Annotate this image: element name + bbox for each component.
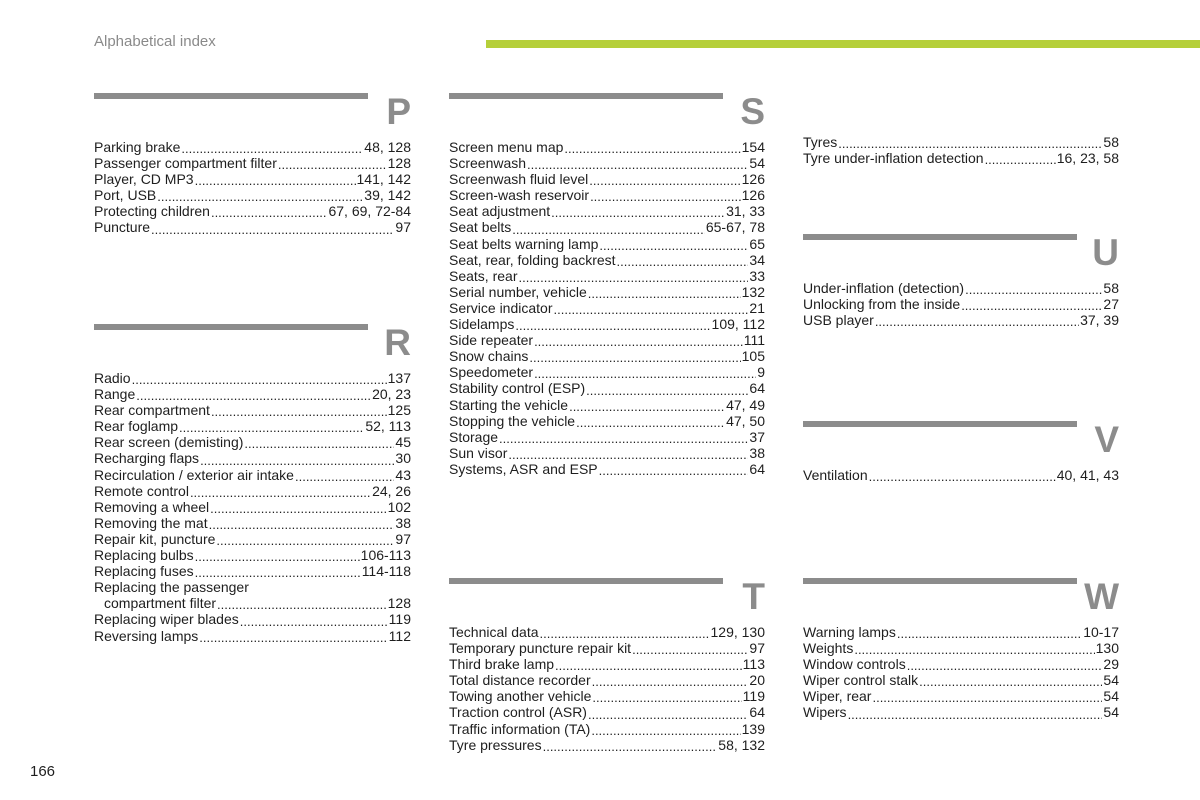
index-entry [94, 450, 411, 466]
entry-term: Parking brake [94, 139, 181, 155]
entry-term: Traction control (ASR) [449, 704, 587, 721]
index-entry [449, 348, 765, 364]
dot-leader [157, 190, 363, 203]
page-number: 166 [30, 763, 56, 780]
dot-leader [589, 174, 740, 187]
entry-page-refs: 132 [741, 283, 765, 300]
entry-term: Temporary puncture repair kit [449, 640, 632, 657]
index-entry [449, 284, 765, 300]
index-entry [449, 688, 765, 704]
index-entry [803, 467, 1119, 483]
index-entry [449, 429, 765, 445]
entry-page-refs: 52, 113 [365, 418, 411, 435]
entry-page-refs: 67, 69, 72-84 [328, 203, 411, 220]
entry-term: Serial number, vehicle [449, 283, 587, 300]
entry-term: Wiper, rear [803, 688, 872, 705]
dot-leader [591, 724, 740, 737]
entry-term: Range [94, 386, 136, 403]
index-entry [803, 656, 1119, 672]
entry-term: Rear compartment [94, 402, 210, 419]
dot-leader [875, 315, 1079, 328]
entry-list [449, 624, 765, 753]
entry-term: Replacing fuses [94, 563, 194, 580]
entry-page-refs: 128 [387, 595, 411, 612]
dot-leader [136, 389, 371, 402]
entry-page-refs: 114-118 [361, 563, 411, 580]
entry-page-refs: 20, 23 [372, 386, 411, 403]
index-entry [449, 640, 765, 656]
index-entry [449, 187, 765, 203]
entry-term: Tyre under-inflation detection [803, 150, 984, 167]
entry-term: Stability control (ESP) [449, 380, 586, 397]
index-entry [94, 402, 411, 418]
entry-term: Player, CD MP3 [94, 171, 194, 188]
entry-term: Recharging flaps [94, 450, 200, 467]
dot-leader [872, 691, 1102, 704]
index-entry [94, 531, 411, 547]
entry-page-refs: 37, 39 [1080, 312, 1119, 329]
index-entry [449, 155, 765, 171]
index-entry [803, 624, 1119, 640]
entry-list [803, 467, 1119, 483]
entry-page-refs: 30 [395, 450, 411, 467]
index-entry [803, 704, 1119, 720]
entry-term: Wiper control stalk [803, 672, 919, 689]
dot-leader [599, 464, 749, 477]
dot-leader [195, 550, 360, 563]
entry-page-refs: 119 [742, 688, 765, 705]
dot-leader [210, 502, 386, 515]
entry-term: Sun visor [449, 444, 508, 461]
dot-leader [919, 675, 1102, 688]
dot-leader [576, 416, 725, 429]
entry-page-refs: 97 [395, 219, 411, 236]
dot-leader [179, 421, 364, 434]
index-entry [449, 380, 765, 396]
entry-term: Removing a wheel [94, 498, 210, 515]
entry-page-refs: 111 [743, 332, 765, 349]
entry-page-refs: 128 [387, 155, 411, 172]
dot-leader [592, 675, 749, 688]
index-entry [449, 397, 765, 413]
entry-list [803, 134, 1119, 166]
entry-page-refs: 40, 41, 43 [1056, 467, 1119, 483]
entry-page-refs: 97 [749, 640, 765, 657]
dot-leader [151, 223, 394, 236]
entry-term: Remote control [94, 482, 189, 499]
entry-term: Window controls [803, 656, 906, 673]
entry-page-refs: 16, 23, 58 [1056, 150, 1119, 167]
entry-term: Replacing wiper blades [94, 611, 239, 628]
section-letter: R [384, 322, 411, 363]
index-entry [94, 628, 411, 644]
index-entry [449, 672, 765, 688]
entry-term: Reversing lamps [94, 627, 199, 644]
index-entry [449, 364, 765, 380]
dot-leader [543, 740, 718, 753]
dot-leader [190, 486, 371, 499]
entry-page-refs: 21 [749, 299, 765, 316]
dot-leader [590, 190, 741, 203]
dot-leader [554, 303, 749, 316]
index-section-t [449, 578, 765, 753]
dot-leader [907, 659, 1103, 672]
section-rule [803, 578, 1077, 584]
entry-page-refs: 65-67, 78 [705, 219, 765, 236]
entry-term: Recirculation / exterior air intake [94, 466, 294, 483]
entry-page-refs: 65 [749, 235, 765, 252]
dot-leader [181, 142, 363, 155]
index-section-u [803, 234, 1119, 328]
entry-page-refs: 9 [757, 364, 765, 381]
entry-list [94, 370, 411, 644]
dot-leader [869, 470, 1056, 483]
dot-leader [244, 437, 394, 450]
entry-page-refs: 97 [395, 530, 411, 547]
dot-leader [632, 643, 748, 656]
index-entry [449, 268, 765, 284]
running-header: Alphabetical index [94, 33, 216, 50]
section-letter: T [742, 576, 765, 617]
entry-page-refs: 34 [749, 251, 765, 268]
entry-term: Traffic information (TA) [449, 720, 591, 737]
index-entry [449, 445, 765, 461]
entry-page-refs: 139 [741, 720, 765, 737]
dot-leader [518, 271, 748, 284]
entry-page-refs: 37 [749, 428, 765, 445]
index-entry [94, 370, 411, 386]
entry-term: Screenwash fluid level [449, 171, 589, 188]
entry-page-refs: 154 [741, 139, 765, 155]
dot-leader [216, 534, 394, 547]
entry-term: Service indicator [449, 299, 553, 316]
entry-term: Seat belts [449, 219, 512, 236]
entry-page-refs: 130 [1095, 640, 1119, 657]
index-entry [449, 461, 765, 477]
section-letter: W [1084, 576, 1119, 617]
dot-leader [540, 627, 710, 640]
index-entry [94, 547, 411, 563]
index-entry [94, 483, 411, 499]
entry-term: Screenwash [449, 155, 527, 172]
entry-page-refs: 64 [749, 460, 765, 477]
index-entry [94, 219, 411, 235]
index-entry [94, 171, 411, 187]
entry-page-refs: 33 [749, 267, 765, 284]
entry-page-refs: 27 [1103, 296, 1119, 313]
dot-leader [240, 615, 388, 628]
dot-leader [515, 319, 710, 332]
section-rule [94, 93, 368, 99]
entry-page-refs: 48, 128 [364, 139, 411, 155]
dot-leader [617, 255, 749, 268]
dot-leader [569, 400, 725, 413]
dot-leader [564, 142, 740, 155]
index-entry [449, 721, 765, 737]
index-entry [803, 672, 1119, 688]
dot-leader [854, 643, 1094, 656]
entry-term: Storage [449, 428, 499, 445]
index-entry [94, 418, 411, 434]
section-header [449, 93, 765, 139]
entry-term: Rear screen (demisting) [94, 434, 244, 451]
index-section-r [94, 324, 411, 644]
index-entry [449, 203, 765, 219]
dot-leader [529, 351, 740, 364]
section-letter: S [740, 91, 765, 132]
entry-term: Replacing bulbs [94, 547, 194, 564]
dot-leader [211, 206, 328, 219]
dot-leader [555, 659, 742, 672]
dot-leader [278, 158, 387, 171]
entry-term: Unlocking from the inside [803, 296, 961, 313]
dot-leader [965, 283, 1102, 296]
entry-page-refs: 109, 112 [711, 316, 765, 333]
entry-page-refs: 119 [388, 611, 411, 628]
entry-term: Warning lamps [803, 624, 896, 640]
entry-term: USB player [803, 312, 874, 329]
dot-leader [897, 627, 1082, 640]
index-entry [449, 219, 765, 235]
index-entry [94, 434, 411, 450]
dot-leader [200, 454, 394, 467]
dot-leader [838, 137, 1102, 150]
dot-leader [534, 335, 743, 348]
entry-page-refs: 126 [741, 171, 765, 188]
dot-leader [199, 631, 387, 644]
entry-term: Total distance recorder [449, 672, 591, 689]
entry-page-refs: 64 [749, 704, 765, 721]
entry-term: Repair kit, puncture [94, 530, 216, 547]
index-entry [449, 252, 765, 268]
section-header [803, 234, 1119, 280]
section-rule [803, 234, 1077, 240]
index-entry [449, 300, 765, 316]
entry-page-refs: 54 [1103, 672, 1119, 689]
entry-list [803, 280, 1119, 328]
index-entry [803, 640, 1119, 656]
entry-term: Tyres [803, 134, 838, 150]
entry-page-refs: 58, 132 [718, 736, 765, 753]
entry-page-refs: 45 [395, 434, 411, 451]
index-entry [449, 236, 765, 252]
index-entry [803, 296, 1119, 312]
index-entry [94, 139, 411, 155]
dot-leader [848, 708, 1103, 721]
dot-leader [499, 432, 748, 445]
entry-page-refs: 38 [395, 514, 411, 531]
entry-list [803, 624, 1119, 721]
entry-term: Snow chains [449, 348, 529, 365]
dot-leader [551, 206, 725, 219]
section-header [94, 324, 411, 370]
index-entry [94, 386, 411, 402]
entry-term: Ventilation [803, 467, 868, 483]
section-header [803, 578, 1119, 624]
entry-page-refs: 54 [1103, 688, 1119, 705]
index-entry [803, 688, 1119, 704]
index-entry [94, 515, 411, 531]
index-section-t-continued [803, 134, 1119, 166]
index-entry [94, 467, 411, 483]
header-accent-bar [486, 40, 1200, 48]
index-entry [94, 595, 411, 611]
entry-term: Replacing the passenger [94, 579, 249, 596]
dot-leader [961, 299, 1102, 312]
section-rule [803, 421, 1077, 427]
dot-leader [508, 448, 748, 461]
entry-page-refs: 102 [387, 498, 411, 515]
entry-term: Screen menu map [449, 139, 564, 155]
index-entry [94, 499, 411, 515]
entry-term: Systems, ASR and ESP [449, 460, 598, 477]
section-letter: P [386, 91, 411, 132]
entry-term: Starting the vehicle [449, 396, 569, 413]
dot-leader [592, 691, 741, 704]
dot-leader [211, 405, 387, 418]
section-letter: V [1094, 419, 1119, 460]
index-entry [803, 280, 1119, 296]
dot-leader [132, 373, 387, 386]
entry-page-refs: 105 [741, 348, 765, 365]
dot-leader [588, 708, 748, 721]
index-entry [94, 563, 411, 579]
entry-page-refs: 54 [749, 155, 765, 172]
dot-leader [195, 566, 361, 579]
entry-term: compartment filter [104, 595, 217, 612]
entry-term: Passenger compartment filter [94, 155, 277, 172]
entry-term: Seat adjustment [449, 203, 551, 220]
dot-leader [512, 223, 705, 236]
entry-term: Protecting children [94, 203, 210, 220]
entry-page-refs: 54 [1103, 704, 1119, 721]
dot-leader [295, 470, 394, 483]
entry-term: Screen-wash reservoir [449, 187, 590, 204]
entry-term: Puncture [94, 219, 151, 236]
section-rule [449, 93, 723, 99]
entry-term: Wipers [803, 704, 847, 721]
dot-leader [209, 518, 395, 531]
section-header [449, 578, 765, 624]
entry-page-refs: 137 [387, 370, 411, 386]
entry-term: Radio [94, 370, 131, 386]
entry-term: Towing another vehicle [449, 688, 592, 705]
index-entry [449, 656, 765, 672]
entry-page-refs: 31, 33 [726, 203, 765, 220]
entry-page-refs: 58 [1103, 134, 1119, 150]
index-entry [94, 187, 411, 203]
entry-term: Port, USB [94, 187, 157, 204]
dot-leader [985, 153, 1056, 166]
index-entry [449, 413, 765, 429]
index-entry [803, 134, 1119, 150]
entry-page-refs: 126 [741, 187, 765, 204]
index-entry [449, 332, 765, 348]
dot-leader [195, 174, 356, 187]
entry-page-refs: 47, 49 [726, 396, 765, 413]
index-entry [94, 203, 411, 219]
entry-term: Technical data [449, 624, 539, 640]
entry-list [94, 139, 411, 236]
index-entry [803, 312, 1119, 328]
index-entry [449, 737, 765, 753]
section-rule [94, 324, 368, 330]
dot-leader [599, 239, 748, 252]
entry-term: Tyre pressures [449, 736, 542, 753]
dot-leader [527, 158, 748, 171]
entry-page-refs: 112 [388, 627, 411, 644]
dot-leader [586, 384, 748, 397]
index-entry [449, 624, 765, 640]
entry-list [449, 139, 765, 477]
entry-term: Rear foglamp [94, 418, 179, 435]
dot-leader [217, 598, 387, 611]
index-section-p [94, 93, 411, 236]
entry-page-refs: 113 [742, 656, 765, 673]
section-rule [449, 578, 723, 584]
entry-page-refs: 141, 142 [356, 171, 411, 188]
index-entry [94, 155, 411, 171]
index-entry [803, 150, 1119, 166]
entry-page-refs: 43 [395, 466, 411, 483]
entry-page-refs: 47, 50 [726, 412, 765, 429]
entry-term: Speedometer [449, 364, 534, 381]
entry-page-refs: 10-17 [1083, 624, 1119, 640]
entry-page-refs: 129, 130 [710, 624, 765, 640]
entry-page-refs: 20 [749, 672, 765, 689]
entry-term: Under-inflation (detection) [803, 280, 965, 296]
index-entry [94, 579, 411, 595]
index-entry [449, 139, 765, 155]
dot-leader [534, 367, 756, 380]
entry-term: Third brake lamp [449, 656, 555, 673]
entry-term: Removing the mat [94, 514, 208, 531]
index-entry [449, 704, 765, 720]
entry-page-refs: 38 [749, 444, 765, 461]
entry-page-refs: 58 [1103, 280, 1119, 296]
entry-term: Seats, rear [449, 267, 518, 284]
index-section-s [449, 93, 765, 477]
index-entry [449, 316, 765, 332]
entry-page-refs: 24, 26 [372, 482, 411, 499]
index-section-w [803, 578, 1119, 721]
section-letter: U [1092, 232, 1119, 273]
dot-leader [588, 287, 741, 300]
entry-page-refs: 125 [387, 402, 411, 419]
entry-term: Sidelamps [449, 316, 515, 333]
entry-page-refs: 64 [749, 380, 765, 397]
entry-term: Seat belts warning lamp [449, 235, 599, 252]
entry-term: Weights [803, 640, 854, 657]
entry-page-refs: 39, 142 [364, 187, 411, 204]
index-entry [94, 611, 411, 627]
entry-term: Seat, rear, folding backrest [449, 251, 616, 268]
section-header [94, 93, 411, 139]
section-header [803, 421, 1119, 467]
index-section-v [803, 421, 1119, 483]
entry-page-refs: 106-113 [360, 547, 411, 564]
entry-page-refs: 29 [1103, 656, 1119, 673]
entry-term: Stopping the vehicle [449, 412, 576, 429]
index-entry [449, 171, 765, 187]
entry-term: Side repeater [449, 332, 534, 349]
